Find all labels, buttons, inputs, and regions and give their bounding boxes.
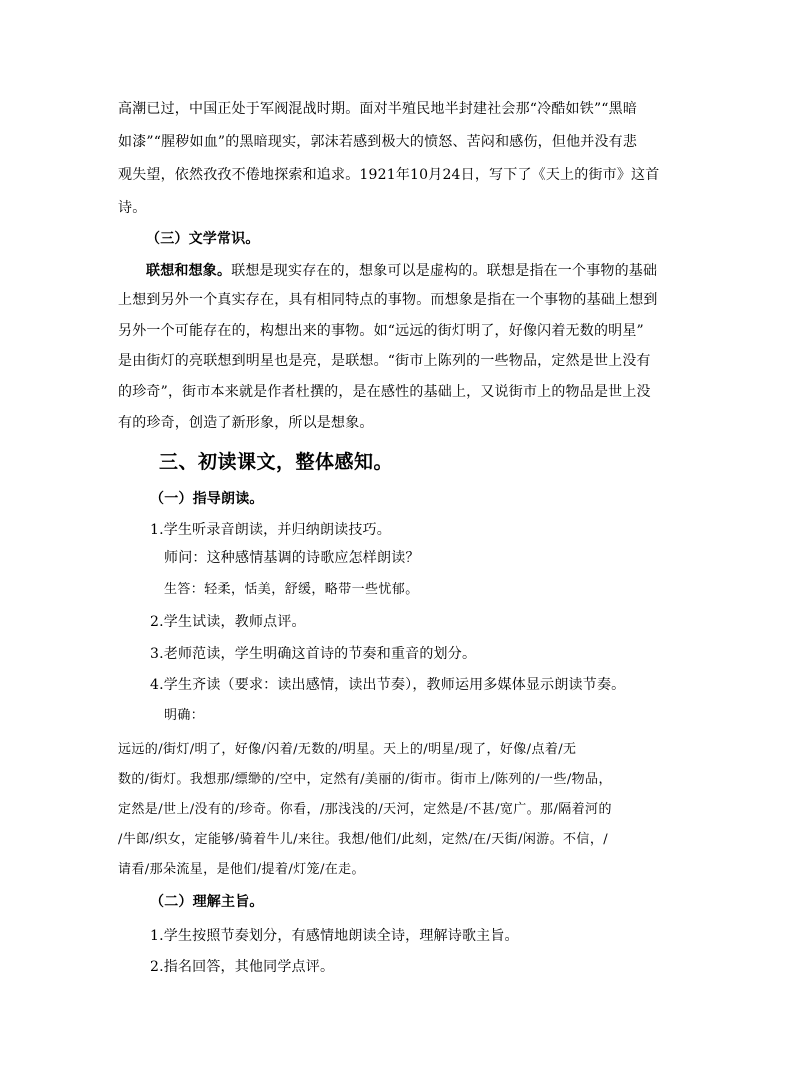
literary-line-4: 是由街灯的亮联想到明星也是亮，是联想。“街市上陈列的一些物品，定然是世上没有 [118, 353, 651, 369]
sub1-heading: （一）指导朗读。 [150, 491, 264, 507]
poem-line-5: 请看/那朵流星，是他们/提着/灯笼/在走。 [118, 862, 365, 877]
sub1-item-4: 4.学生齐读（要求：读出感情，读出节奏），教师运用多媒体显示朗读节奏。 [150, 677, 626, 693]
intro-line-4: 诗。 [118, 200, 147, 216]
poem-line-2: 数的/街灯。我想那/缥缈的/空中，定然有/美丽的/街市。街市上/陈列的/一些/物品， [118, 772, 612, 787]
sub1-item-3: 3.老师范读，学生明确这首诗的节奏和重音的划分。 [150, 646, 477, 662]
literary-line-6: 有的珍奇，创造了新形象，所以是想象。 [118, 415, 374, 431]
sub1-item-1: 1.学生听录音朗读，并归纳朗读技巧。 [150, 522, 391, 538]
section-three-heading: 三、初读课文，整体感知。 [159, 451, 394, 473]
poem-line-1: 远远的/街灯/明了，好像/闪着/无数的/明星。天上的/明星/现了，好像/点着/无 [118, 742, 577, 757]
literary-heading: （三）文学常识。 [146, 231, 260, 247]
teacher-question: 师问：这种感情基调的诗歌应怎样朗读？ [164, 550, 420, 566]
literary-line-2: 上想到另外一个真实存在，具有相同特点的事物。而想象是指在一个事物的基础上想到 [118, 292, 658, 308]
student-answer: 生答：轻柔，恬美，舒缓，略带一些忧郁。 [164, 582, 419, 597]
sub2-item-2: 2.指名回答，其他同学点评。 [150, 959, 335, 975]
poem-line-4: /牛郎/织女，定能够/骑着牛儿/来往。我想/他们/此刻，定然/在/天街/闲游。不信，/ [118, 832, 608, 847]
sub2-heading: （二）理解主旨。 [150, 894, 264, 910]
clarify-label: 明确： [164, 708, 205, 723]
literary-line-3: 另外一个可能存在的，构想出来的事物。如“远远的街灯明了，好像闪着无数的明星” [118, 323, 644, 339]
sub1-item-2: 2.学生试读，教师点评。 [150, 614, 306, 630]
intro-line-1: 高潮已过，中国正处于军阀混战时期。面对半殖民地半封建社会那“冷酷如铁”“黑暗 [118, 101, 638, 117]
sub2-item-1: 1.学生按照节奏划分，有感情地朗读全诗，理解诗歌主旨。 [150, 928, 519, 944]
literary-term: 联想和想象。 [146, 263, 232, 279]
literary-line-1 [146, 262, 657, 280]
intro-line-2: 如漆”“腥秽如血”的黑暗现实，郭沫若感到极大的愤怒、苦闷和感伤，但他并没有悲 [118, 134, 638, 150]
intro-line-3: 观失望，依然孜孜不倦地探索和追求。1921年10月24日，写下了《天上的街市》这首 [118, 167, 660, 183]
literary-line-5: 的珍奇”，街市本来就是作者杜撰的，是在感性的基础上，又说街市上的物品是世上没 [118, 384, 651, 400]
literary-line-1-text: 联想是现实存在的，想象可以是虚构的。联想是指在一个事物的基础 [231, 263, 658, 279]
poem-line-3: 定然是/世上/没有的/珍奇。你看，/那浅浅的/天河，定然是/不甚/宽广。那/隔着河的 [118, 802, 612, 817]
